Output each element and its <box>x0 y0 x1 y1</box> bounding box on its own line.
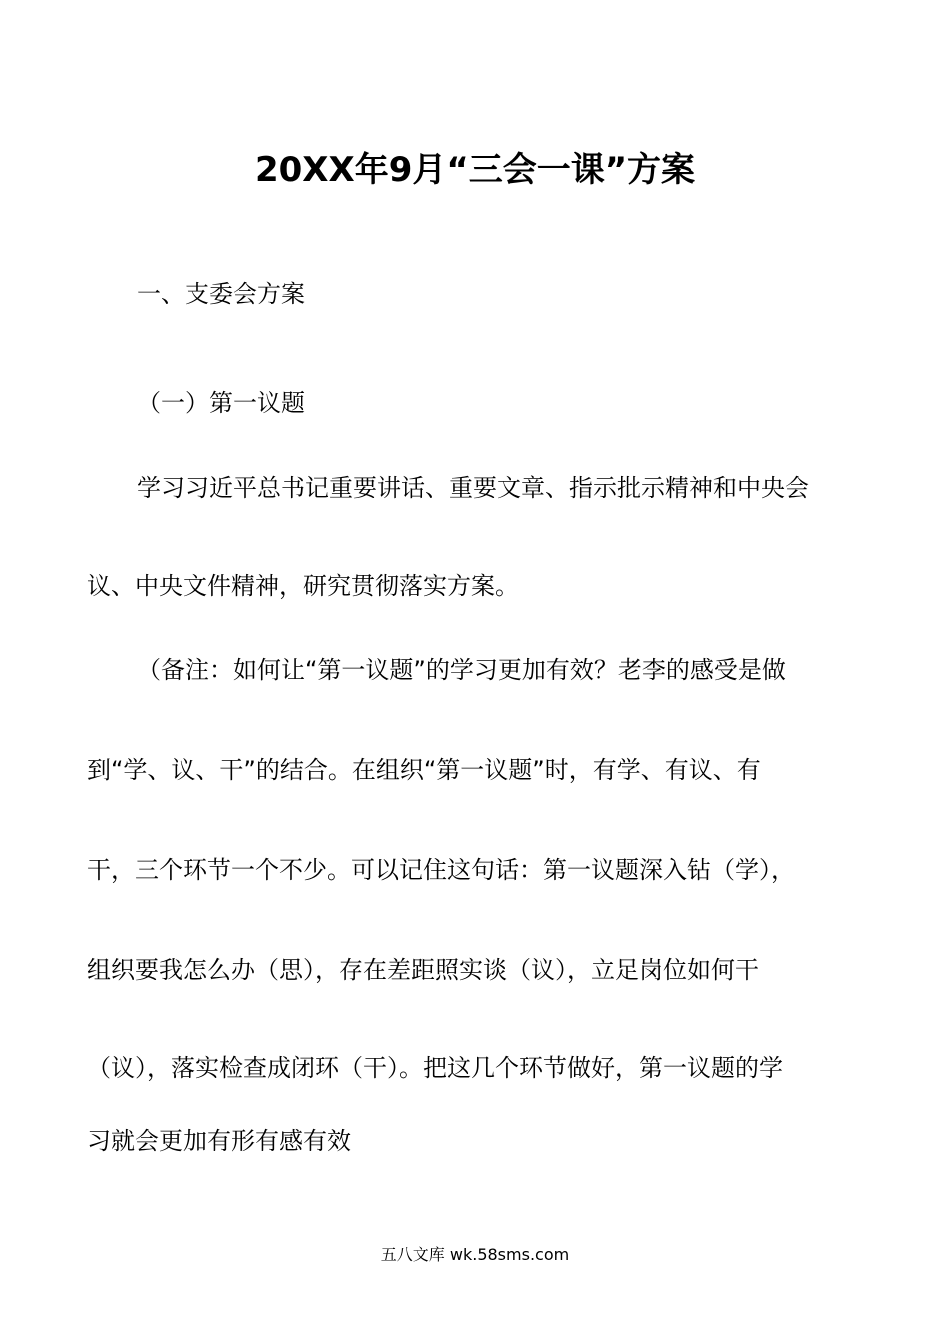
paragraph-line: （议），落实检查成闭环（干）。把这几个环节做好，第一议题的学 <box>87 1054 783 1082</box>
paragraph-line: （备注：如何让“第一议题”的学习更加有效？老李的感受是做 <box>137 656 786 684</box>
footer-watermark: 五八文库 wk.58sms.com <box>380 1245 570 1264</box>
paragraph-line: 到“学、议、干”的结合。在组织“第一议题”时，有学、有议、有 <box>87 756 761 784</box>
subsection-heading: （一）第一议题 <box>137 389 305 417</box>
paragraph-line: 议、中央文件精神，研究贯彻落实方案。 <box>87 572 519 600</box>
section-heading: 一、支委会方案 <box>137 280 305 308</box>
document-title: 20XX年9月“三会一课”方案 <box>254 150 696 190</box>
paragraph-line: 组织要我怎么办（思），存在差距照实谈（议），立足岗位如何干 <box>87 956 759 984</box>
paragraph-line: 习就会更加有形有感有效 <box>87 1127 351 1155</box>
paragraph-line: 干，三个环节一个不少。可以记住这句话：第一议题深入钻（学）， <box>87 856 795 884</box>
paragraph-line: 学习习近平总书记重要讲话、重要文章、指示批示精神和中央会 <box>137 474 809 502</box>
